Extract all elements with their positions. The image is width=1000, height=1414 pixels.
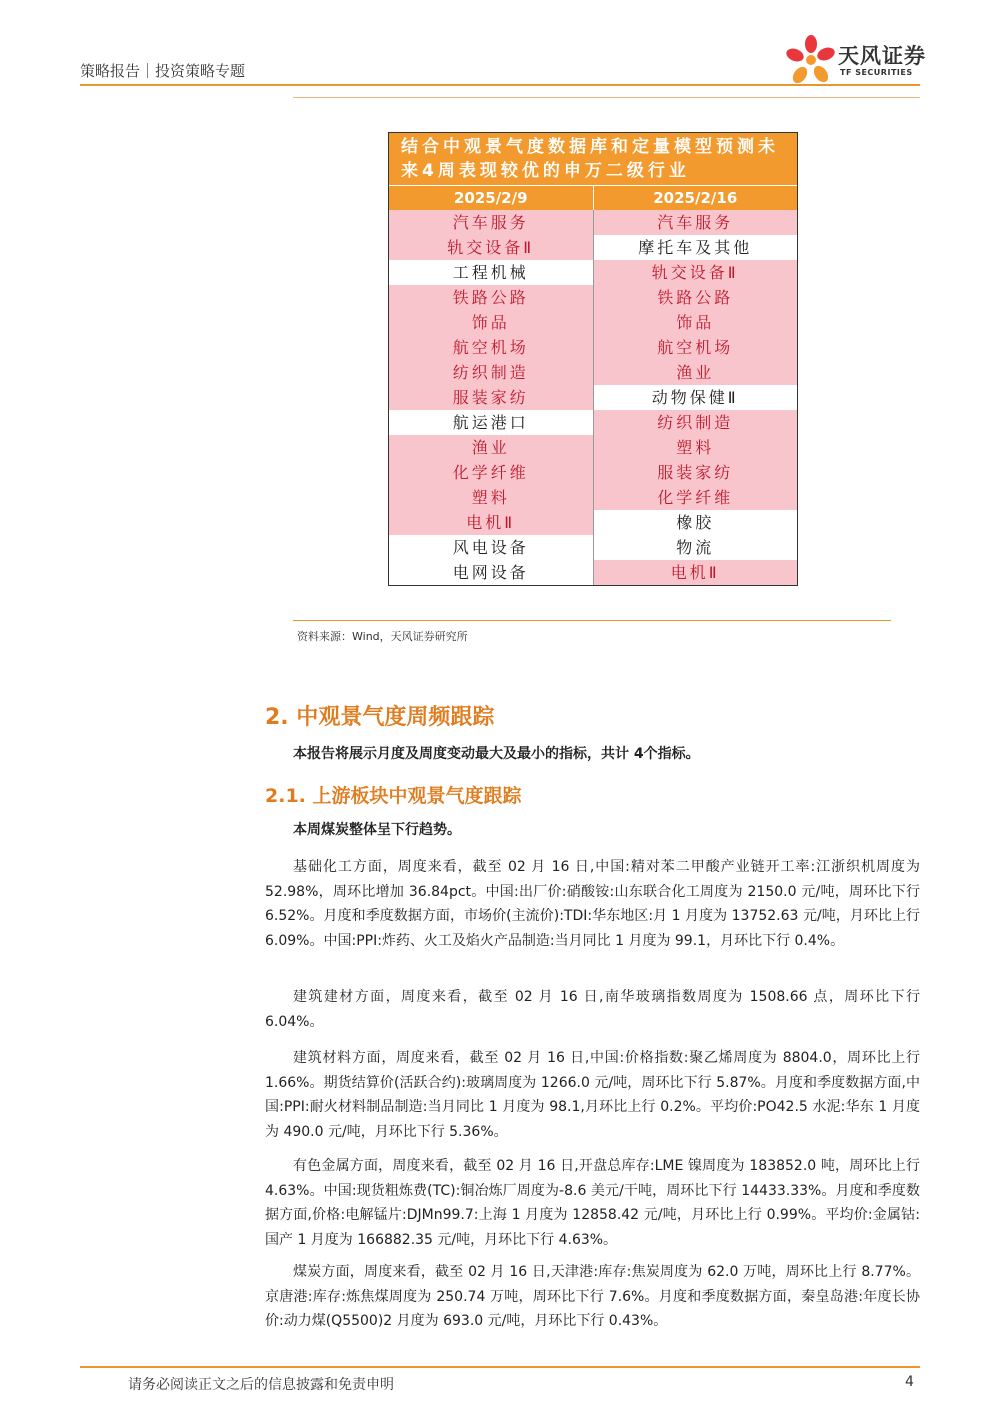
- company-logo: [786, 34, 926, 86]
- table-cell: 航运港口: [389, 410, 594, 435]
- table-row: [389, 535, 797, 560]
- table-row: [389, 485, 797, 510]
- logo-name: 天风证券: [838, 44, 926, 68]
- paragraph-nonferrous-metals: 有色金属方面，周度来看，截至 02 月 16 日,开盘总库存:LME 镍周度为 183852.0 吨，周环比上行 4.63%。中国:现货粗炼费(TC):铜冶炼厂周度为-8.6 美元/干吨，周环比下行 14433.33%。月度和季度数据方面,价格:电解锰片:DJMn99.7:上海 1 月度为 12858.42 元/吨，月环比上行 0.99%。平均价:金属钴:国产 1 月度为 166882.35 元/吨，月环比下行 4.63%。: [265, 1158, 920, 1248]
- paragraph-building-materials: 建筑建材方面，周度来看，截至 02 月 16 日,南华玻璃指数周度为 1508.66 点，周环比下行 6.04%。: [265, 989, 920, 1030]
- table-cell: 纺织制造: [594, 410, 798, 435]
- table-row: [389, 385, 797, 410]
- table-cell: 塑料: [594, 435, 798, 460]
- section-intro: 本报告将展示月度及周度变动最大及最小的指标，共计 4个指标。: [293, 746, 700, 762]
- flower-logo-icon: [786, 34, 836, 86]
- header-rule: [80, 84, 920, 86]
- paragraph-construction-materials: 建筑材料方面，周度来看，截至 02 月 16 日,中国:价格指数:聚乙烯周度为 8804.0，周环比上行 1.66%。期货结算价(活跃合约):玻璃周度为 1266.0 元/吨，周环比下行 5.87%。月度和季度数据方面,中国:PPI:耐火材料制品制造:当月同比 1 月度为 98.1,月环比上行 0.2%。平均价:PO42.5 水泥:华东 1 月度为 490.0 元/吨，月环比下行 5.36%。: [265, 1050, 920, 1140]
- table-cell: 服装家纺: [594, 460, 798, 485]
- table-cell: 电网设备: [389, 560, 594, 585]
- table-row: [389, 560, 797, 585]
- report-category: 策略报告｜投资策略专题: [80, 62, 246, 80]
- table-cell: 渔业: [594, 360, 798, 385]
- table-cell: 橡胶: [594, 510, 798, 535]
- section-heading: 2. 中观景气度周频跟踪: [265, 705, 495, 730]
- table-cell: 纺织制造: [389, 360, 594, 385]
- table-row: [389, 410, 797, 435]
- table-cell: 轨交设备Ⅱ: [594, 260, 798, 285]
- summary-text: 本周煤炭整体呈下行趋势。: [293, 822, 461, 838]
- table-row: [389, 260, 797, 285]
- table-cell: 渔业: [389, 435, 594, 460]
- paragraph-coal: 煤炭方面，周度来看，截至 02 月 16 日,天津港:库存:焦炭周度为 62.0 万吨，周环比上行 8.77%。京唐港:库存:炼焦煤周度为 250.74 万吨，周环比下行 7.6%。月度和季度数据方面，秦皇岛港:年度长协价:动力煤(Q5500)2 月度为 693.0 元/吨，月环比下行 0.43%。: [265, 1264, 920, 1329]
- table-row: [389, 435, 797, 460]
- table-cell: 工程机械: [389, 260, 594, 285]
- table-cell: 电机Ⅱ: [594, 560, 798, 585]
- table-row: [389, 210, 797, 235]
- table-cell: 汽车服务: [389, 210, 594, 235]
- table-cell: 化学纤维: [594, 485, 798, 510]
- table-cell: 电机Ⅱ: [389, 510, 594, 535]
- footer-rule: [80, 1366, 920, 1368]
- sub-rule: [293, 97, 920, 98]
- table-cell: 风电设备: [389, 535, 594, 560]
- source-rule: [293, 620, 891, 621]
- table-cell: 汽车服务: [594, 210, 798, 235]
- table-row: [389, 285, 797, 310]
- table-cell: 轨交设备Ⅱ: [389, 235, 594, 260]
- table-cell: 物流: [594, 535, 798, 560]
- table-row: [389, 460, 797, 485]
- table-title: 结合中观景气度数据库和定量模型预测未来4周表现较优的申万二级行业: [389, 133, 797, 185]
- table-cell: 铁路公路: [594, 285, 798, 310]
- table-header: [389, 185, 797, 210]
- table-row: [389, 335, 797, 360]
- table-cell: 饰品: [389, 310, 594, 335]
- table-source: 资料来源：Wind，天风证券研究所: [297, 630, 468, 643]
- table-cell: 塑料: [389, 485, 594, 510]
- column-header: 2025/2/9: [389, 186, 594, 210]
- table-row: [389, 235, 797, 260]
- table-cell: 饰品: [594, 310, 798, 335]
- table-cell: 航空机场: [594, 335, 798, 360]
- table-cell: 动物保健Ⅱ: [594, 385, 798, 410]
- subsection-heading: 2.1. 上游板块中观景气度跟踪: [265, 785, 522, 807]
- table-row: [389, 510, 797, 535]
- industry-table: [388, 132, 798, 586]
- table-cell: 服装家纺: [389, 385, 594, 410]
- table-cell: 铁路公路: [389, 285, 594, 310]
- table-row: [389, 310, 797, 335]
- table-row: [389, 360, 797, 385]
- disclaimer: 请务必阅读正文之后的信息披露和免责申明: [128, 1377, 394, 1393]
- table-body: [389, 210, 797, 585]
- table-cell: 化学纤维: [389, 460, 594, 485]
- paragraph-chemicals: 基础化工方面，周度来看，截至 02 月 16 日,中国:精对苯二甲酸产业链开工率:江浙织机周度为 52.98%，周环比增加 36.84pct。中国:出厂价:硝酸铵:山东联合化工周度为 2150.0 元/吨，周环比下行 6.52%。月度和季度数据方面，市场价(主流价):TDI:华东地区:月 1 月度为 13752.63 元/吨，月环比上行 6.09%。中国:PPI:炸药、火工及焰火产品制造:当月同比 1 月度为 99.1，月环比下行 0.4%。: [265, 859, 920, 949]
- column-header: 2025/2/16: [653, 189, 738, 207]
- table-cell: 摩托车及其他: [594, 235, 798, 260]
- table-cell: 航空机场: [389, 335, 594, 360]
- page-number: 4: [905, 1374, 914, 1390]
- logo-subtitle: TF SECURITIES: [840, 68, 913, 77]
